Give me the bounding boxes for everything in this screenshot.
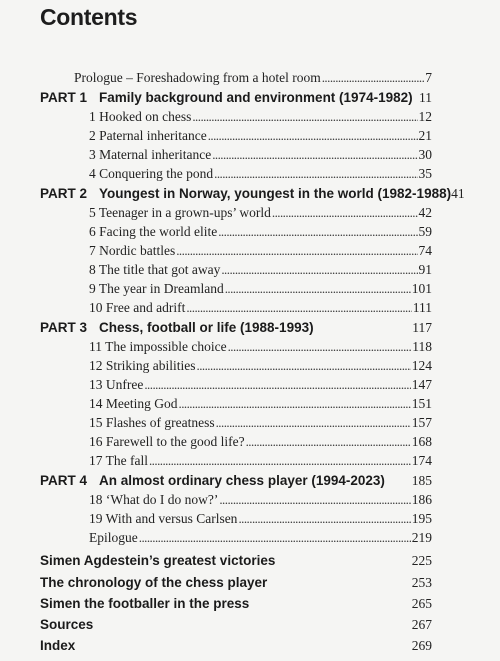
toc-entry[interactable] [0, 434, 500, 454]
dot-leader [218, 224, 417, 240]
dot-leader [186, 300, 411, 316]
back-matter-title: The chronology of the chess player [40, 575, 268, 590]
dot-leader [225, 281, 411, 297]
entry-title: 16 Farewell to the good life? [89, 434, 245, 449]
toc-part-1[interactable] [0, 90, 500, 110]
entry-page: 168 [411, 434, 432, 449]
entry-title: 12 Striking abilities [89, 358, 196, 373]
dot-leader [139, 530, 411, 546]
dot-leader [216, 415, 411, 431]
entry-title: 6 Facing the world elite [89, 224, 218, 239]
part-heading [40, 186, 451, 201]
part-heading [40, 90, 413, 105]
part-heading [40, 320, 314, 335]
part-number: PART 4 [40, 473, 88, 488]
part-title: Youngest in Norway, youngest in the world (1982-1988) [99, 186, 452, 201]
toc-entry[interactable] [0, 358, 500, 378]
entry-page: 111 [412, 300, 432, 315]
entry-page: 157 [411, 415, 432, 430]
toc-entry[interactable] [0, 109, 500, 129]
dot-leader [149, 453, 411, 469]
entry-page: 195 [411, 511, 432, 526]
entry-title: 4 Conquering the pond [89, 166, 214, 181]
dot-leader [322, 70, 425, 86]
entry-page: 42 [418, 205, 432, 220]
dot-leader [221, 262, 417, 278]
dot-leader [272, 205, 418, 221]
toc-back-matter[interactable] [0, 553, 500, 573]
part-title: Family background and environment (1974-1982) [99, 90, 413, 105]
dot-leader [192, 109, 417, 125]
toc-entry[interactable] [0, 300, 500, 320]
entry-page: 151 [411, 396, 432, 411]
dot-leader [197, 358, 411, 374]
entry-page: 7 [425, 70, 432, 85]
toc-entry-epilogue[interactable] [0, 530, 500, 550]
toc-back-matter[interactable] [0, 638, 500, 658]
back-matter-page: 269 [411, 638, 432, 653]
entry-title: 11 The impossible choice [89, 339, 227, 354]
toc-entry[interactable] [0, 243, 500, 263]
back-matter-title: Sources [40, 617, 94, 632]
toc-entry[interactable] [0, 511, 500, 531]
back-matter-page: 267 [411, 617, 432, 632]
entry-title: 10 Free and adrift [89, 300, 186, 315]
part-number: PART 3 [40, 320, 88, 335]
dot-leader [179, 396, 411, 412]
dot-leader [214, 166, 417, 182]
dot-leader [246, 434, 411, 450]
part-page: 185 [411, 473, 432, 488]
entry-title: 13 Unfree [89, 377, 144, 392]
entry-title: 15 Flashes of greatness [89, 415, 215, 430]
entry-page: 174 [411, 453, 432, 468]
entry-title: 14 Meeting God [89, 396, 178, 411]
page-title: Contents [40, 4, 138, 30]
dot-leader [238, 511, 410, 527]
part-number: PART 1 [40, 90, 88, 105]
entry-title: 19 With and versus Carlsen [89, 511, 238, 526]
back-matter-title: Simen the footballer in the press [40, 596, 250, 611]
toc-entry[interactable] [0, 396, 500, 416]
dot-leader [228, 339, 412, 355]
toc-entry[interactable] [0, 492, 500, 512]
part-page: 41 [451, 186, 465, 201]
entry-page: 101 [411, 281, 432, 296]
toc-entry[interactable] [0, 128, 500, 148]
entry-title: 8 The title that got away [89, 262, 221, 277]
toc-part-4[interactable] [0, 473, 500, 493]
dot-leader [212, 147, 417, 163]
toc-entry[interactable] [0, 339, 500, 359]
back-matter-title: Index [40, 638, 76, 653]
toc-entry[interactable] [0, 224, 500, 244]
entry-title: Epilogue [89, 530, 138, 545]
entry-page: 91 [418, 262, 432, 277]
toc-back-matter[interactable] [0, 617, 500, 637]
toc-entry[interactable] [0, 166, 500, 186]
toc-entry[interactable] [0, 147, 500, 167]
entry-title: 17 The fall [89, 453, 148, 468]
entry-title: 2 Paternal inheritance [89, 128, 207, 143]
part-page: 11 [419, 90, 432, 105]
entry-title: 18 ‘What do I do now?’ [89, 492, 219, 507]
entry-title: 5 Teenager in a grown-ups’ world [89, 205, 271, 220]
entry-title: 9 The year in Dreamland [89, 281, 224, 296]
entry-page: 30 [418, 147, 432, 162]
back-matter-page: 253 [411, 575, 432, 590]
dot-leader [144, 377, 410, 393]
part-title: An almost ordinary chess player (1994-2023) [99, 473, 385, 488]
toc-part-3[interactable] [0, 320, 500, 340]
back-matter-page: 225 [411, 553, 432, 568]
entry-title: 1 Hooked on chess [89, 109, 192, 124]
dot-leader [219, 492, 410, 508]
toc-entry[interactable] [0, 415, 500, 435]
part-heading [40, 473, 385, 488]
dot-leader [176, 243, 417, 259]
entry-page: 186 [411, 492, 432, 507]
toc-entry[interactable] [0, 205, 500, 225]
toc-entry[interactable] [0, 453, 500, 473]
dot-leader [208, 128, 418, 144]
part-title: Chess, football or life (1988-1993) [99, 320, 314, 335]
toc-back-matter[interactable] [0, 596, 500, 616]
entry-page: 12 [418, 109, 432, 124]
toc-entry[interactable] [0, 281, 500, 301]
entry-title: Prologue – Foreshadowing from a hotel room [74, 70, 321, 85]
part-number: PART 2 [40, 186, 88, 201]
part-page: 117 [412, 320, 432, 335]
entry-title: 7 Nordic battles [89, 243, 176, 258]
entry-page: 21 [418, 128, 432, 143]
entry-page: 74 [418, 243, 432, 258]
back-matter-title: Simen Agdestein’s greatest victories [40, 553, 276, 568]
entry-page: 147 [411, 377, 432, 392]
toc-entry-prologue[interactable] [0, 70, 500, 90]
toc-entry[interactable] [0, 262, 500, 282]
entry-title: 3 Maternal inheritance [89, 147, 212, 162]
entry-page: 59 [418, 224, 432, 239]
back-matter-page: 265 [411, 596, 432, 611]
toc-part-2[interactable] [0, 186, 500, 206]
entry-page: 35 [418, 166, 432, 181]
toc-entry[interactable] [0, 377, 500, 397]
entry-page: 219 [411, 530, 432, 545]
entry-page: 118 [412, 339, 432, 354]
toc-back-matter[interactable] [0, 575, 500, 595]
entry-page: 124 [411, 358, 432, 373]
